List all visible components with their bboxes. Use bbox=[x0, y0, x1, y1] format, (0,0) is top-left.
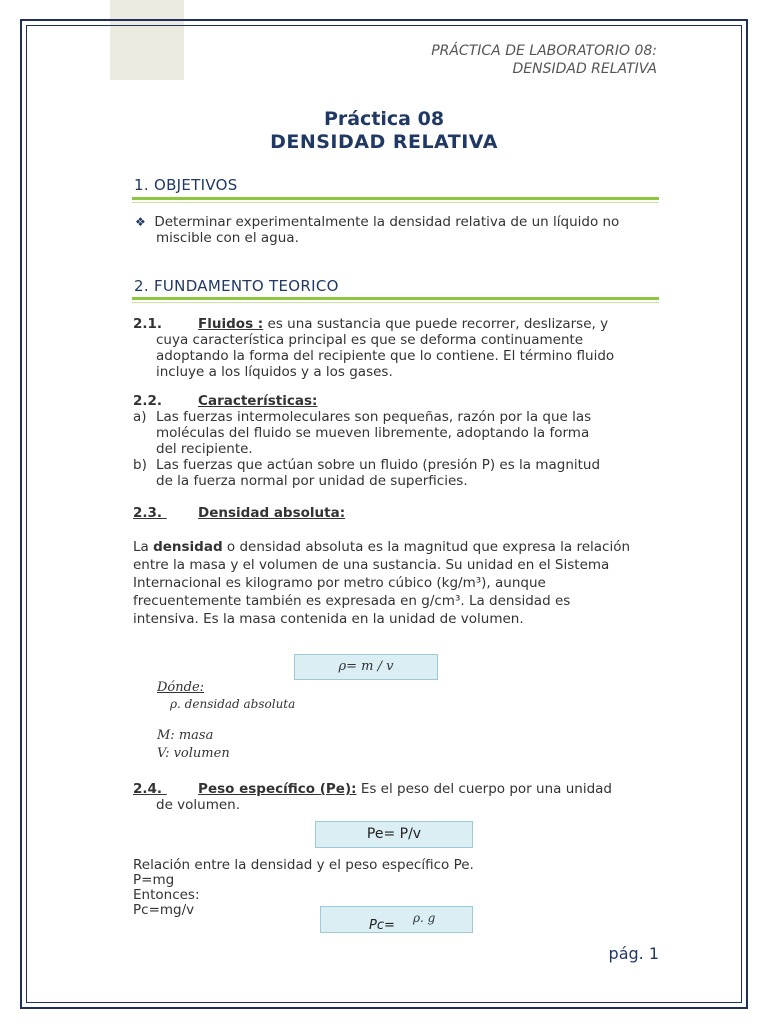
subheading-densidad-absoluta bbox=[133, 505, 659, 521]
caract-a-line-3: del recipiente. bbox=[156, 441, 253, 457]
fluidos-line-4: incluye a los líquidos y a los gases. bbox=[156, 364, 393, 380]
caract-a-line-1: Las fuerzas intermoleculares son pequeñas, razón por la que las bbox=[156, 409, 592, 425]
densidad-line-5: intensiva. Es la masa contenida en la unidad de volumen. bbox=[133, 611, 524, 627]
section-rule bbox=[132, 297, 659, 300]
fluidos-line-1: es una sustancia que puede recorrer, deslizarse, y bbox=[263, 316, 609, 332]
term-caracteristicas: Características: bbox=[198, 393, 318, 409]
running-header bbox=[431, 42, 657, 78]
item-number: 2.4. bbox=[133, 781, 163, 797]
page-subtitle: DENSIDAD RELATIVA bbox=[270, 131, 498, 153]
term-fluidos: Fluidos : bbox=[198, 316, 264, 332]
formula-densidad: ρ= m / v bbox=[294, 654, 438, 680]
caract-b-line-2: de la fuerza normal por unidad de superficies. bbox=[156, 473, 468, 489]
formula-pc bbox=[320, 906, 473, 933]
section-rule bbox=[132, 197, 659, 200]
donde-label: Dónde: bbox=[157, 680, 205, 695]
densidad-line-1: o densidad absoluta es la magnitud que expresa la relación bbox=[222, 539, 631, 555]
header-line-1: PRÁCTICA DE LABORATORIO 08: bbox=[431, 43, 657, 59]
formula-pc-right: ρ. g bbox=[413, 911, 436, 925]
list-mark-a: a) bbox=[133, 409, 147, 425]
p-equals-mg: P=mg bbox=[133, 872, 175, 888]
densidad-line-2: entre la masa y el volumen de una sustancia. Su unidad en el Sistema bbox=[133, 557, 610, 573]
paragraph-fluidos bbox=[133, 316, 659, 380]
caract-a-line-2: moléculas del fluido se mueven libremente, adoptando la forma bbox=[156, 425, 590, 441]
item-number: 2.2. bbox=[133, 393, 163, 409]
section-rule-thin bbox=[132, 202, 659, 203]
objective-line-1: Determinar experimentalmente la densidad relativa de un líquido no bbox=[154, 214, 620, 230]
objective-bullet bbox=[135, 214, 661, 246]
peso-line-2: de volumen. bbox=[156, 797, 241, 813]
paragraph-caracteristicas bbox=[133, 393, 659, 489]
rho-definition: ρ. densidad absoluta bbox=[170, 697, 296, 711]
item-number: 2.1. bbox=[133, 316, 163, 332]
densidad-bold: densidad bbox=[153, 539, 223, 555]
fluidos-line-2: cuya característica principal es que se deforma continuamente bbox=[156, 332, 584, 348]
header-line-2: DENSIDAD RELATIVA bbox=[512, 61, 657, 77]
fluidos-line-3: adoptando la forma del recipiente que lo contiene. El término fluido bbox=[156, 348, 615, 364]
peso-line-1: Es el peso del cuerpo por una unidad bbox=[356, 781, 612, 797]
paragraph-peso-especifico bbox=[133, 781, 659, 813]
densidad-line-4: frecuentemente también es expresada en g/cm³. La densidad es bbox=[133, 593, 571, 609]
term-densidad-absoluta: Densidad absoluta: bbox=[198, 505, 346, 521]
section-rule-thin bbox=[132, 302, 659, 303]
paragraph-densidad bbox=[133, 538, 659, 628]
caract-b-line-1: Las fuerzas que actúan sobre un fluido (presión P) es la magnitud bbox=[156, 457, 601, 473]
m-definition: M: masa bbox=[157, 728, 214, 743]
item-number: 2.3. bbox=[133, 505, 163, 521]
objective-line-2: miscible con el agua. bbox=[156, 230, 299, 246]
page-number: pág. 1 bbox=[608, 944, 659, 963]
entonces-label: Entonces: bbox=[133, 887, 200, 903]
formula-pc-left: Pc= bbox=[369, 918, 395, 933]
pc-equals-mg-v: Pc=mg/v bbox=[133, 902, 195, 918]
page-title: Práctica 08 bbox=[323, 108, 445, 130]
densidad-text-pre: La bbox=[133, 539, 154, 555]
densidad-line-3: Internacional es kilogramo por metro cúbico (kg/m³), aunque bbox=[133, 575, 546, 591]
term-peso-especifico: Peso específico (Pe): bbox=[198, 781, 357, 797]
list-mark-b: b) bbox=[133, 457, 147, 473]
relacion-line: Relación entre la densidad y el peso específico Pe. bbox=[133, 857, 474, 873]
section-heading-fundamento: 2. FUNDAMENTO TEORICO bbox=[134, 277, 339, 295]
formula-peso-especifico: Pe= P/v bbox=[315, 821, 473, 848]
section-heading-objetivos: 1. OBJETIVOS bbox=[134, 176, 238, 194]
v-definition: V: volumen bbox=[157, 746, 230, 761]
diamond-bullet-icon: ❖ bbox=[135, 215, 146, 229]
